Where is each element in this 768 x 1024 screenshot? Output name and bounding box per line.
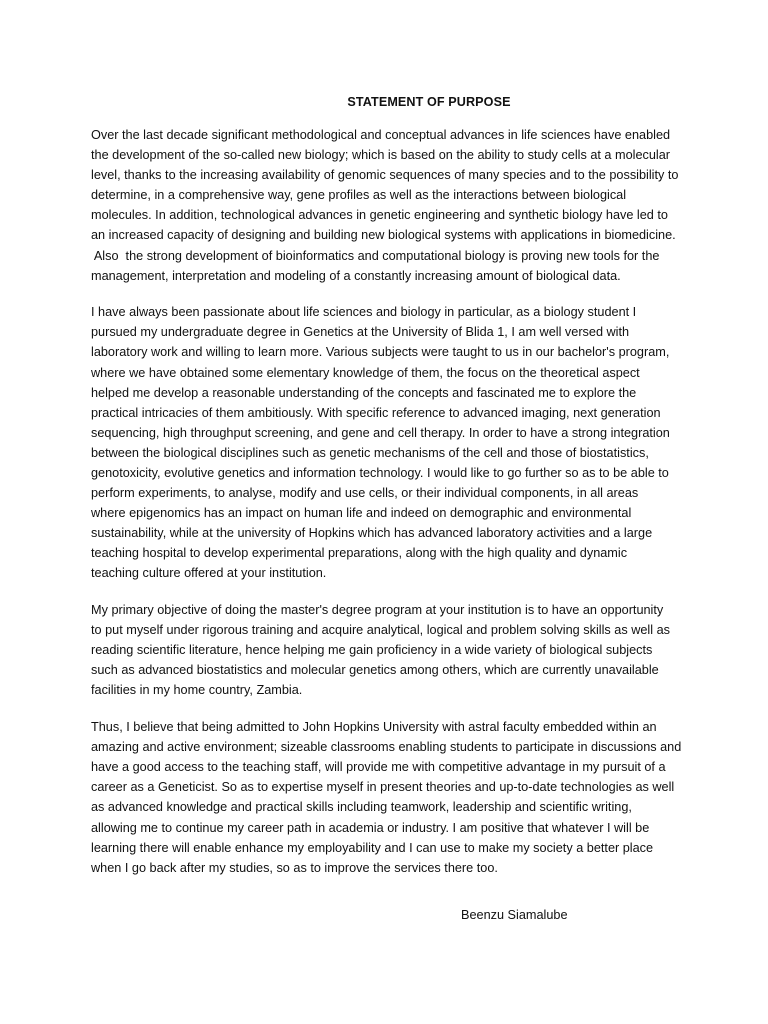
text-line: Also the strong development of bioinformatics and computational biology is proving new tools for the [91,248,660,263]
text-line: practical intricacies of them ambitiously. With specific reference to advanced imaging, next generation [91,405,661,420]
text-line: sustainability, while at the university of Hopkins which has advanced laboratory activities and a large [91,526,653,541]
paragraph-conclusion [91,717,681,878]
text-line: facilities in my home country, Zambia. [91,683,303,698]
text-line: I have always been passionate about life sciences and biology in particular, as a biology student I [91,305,637,320]
text-line: teaching hospital to develop experimental preparations, along with the high quality and dynamic [91,546,628,561]
text-line: as advanced knowledge and practical skills including teamwork, leadership and scientific writing, [91,800,632,815]
text-line: when I go back after my studies, so as to improve the services there too. [91,860,498,875]
paragraph-intro [91,125,681,286]
text-line: allowing me to continue my career path in academia or industry. I am positive that whatever I will be [91,820,650,835]
text-line: between the biological disciplines such as genetic mechanisms of the cell and those of biostatistics, [91,445,649,460]
text-line: have a good access to the teaching staff, will provide me with competitive advantage in my pursuit of a [91,760,666,775]
text-line: learning there will enable enhance my employability and I can use to make my society a better place [91,840,654,855]
text-line: amazing and active environment; sizeable classrooms enabling students to participate in discussions and [91,740,682,755]
text-line: laboratory work and willing to learn more. Various subjects were taught to us in our bachelor's program, [91,345,670,360]
text-line: teaching culture offered at your institution. [91,566,327,581]
document-body [91,125,681,894]
text-line: where epigenomics has an impact on human life and indeed on demographic and environmental [91,506,632,521]
text-line: sequencing, high throughput screening, and gene and cell therapy. In order to have a strong integration [91,425,670,440]
document-title: STATEMENT OF PURPOSE [347,95,511,109]
text-line: reading scientific literature, hence helping me gain proficiency in a wide variety of biological subjects [91,643,653,658]
text-line: molecules. In addition, technological advances in genetic engineering and synthetic biology have led to [91,208,668,223]
paragraph-objective [91,600,681,700]
text-line: to put myself under rigorous training and acquire analytical, logical and problem solving skills as well as [91,623,670,638]
text-line: genotoxicity, evolutive genetics and information technology. I would like to go further so as to be able to [91,466,669,480]
text-line: an increased capacity of designing and building new biological systems with applications in biomedicine. [91,228,676,243]
text-line: Thus, I believe that being admitted to John Hopkins University with astral faculty embedded within an [91,720,657,735]
text-line: management, interpretation and modeling of a constantly increasing amount of biological data. [91,268,621,283]
text-line: level, thanks to the increasing availability of genomic sequences of many species and to the possibility to [91,168,679,183]
text-line: the development of the so-called new biology; which is based on the ability to study cells at a molecular [91,148,671,163]
text-line: perform experiments, to analyse, modify and use cells, or their individual components, in all areas [91,486,639,501]
text-line: Over the last decade significant methodological and conceptual advances in life sciences have enabled [91,128,671,142]
text-line: My primary objective of doing the master's degree program at your institution is to have an opportunity [91,603,664,618]
text-line: helped me develop a reasonable understanding of the concepts and fascinated me to explore the [91,385,637,400]
text-line: such as advanced biostatistics and molecular genetics among others, which are currently unavailable [91,663,659,678]
text-line: pursued my undergraduate degree in Genetics at the University of Blida 1, I am well versed with [91,325,630,340]
signature-name: Beenzu Siamalube [461,908,568,922]
text-line: determine, in a comprehensive way, gene profiles as well as the interactions between biological [91,188,627,203]
text-line: career as a Geneticist. So as to expertise myself in present theories and up-to-date technologies as well [91,780,675,795]
paragraph-background [91,302,681,583]
text-line: where we have obtained some elementary knowledge of them, the focus on the theoretical aspect [91,365,640,380]
